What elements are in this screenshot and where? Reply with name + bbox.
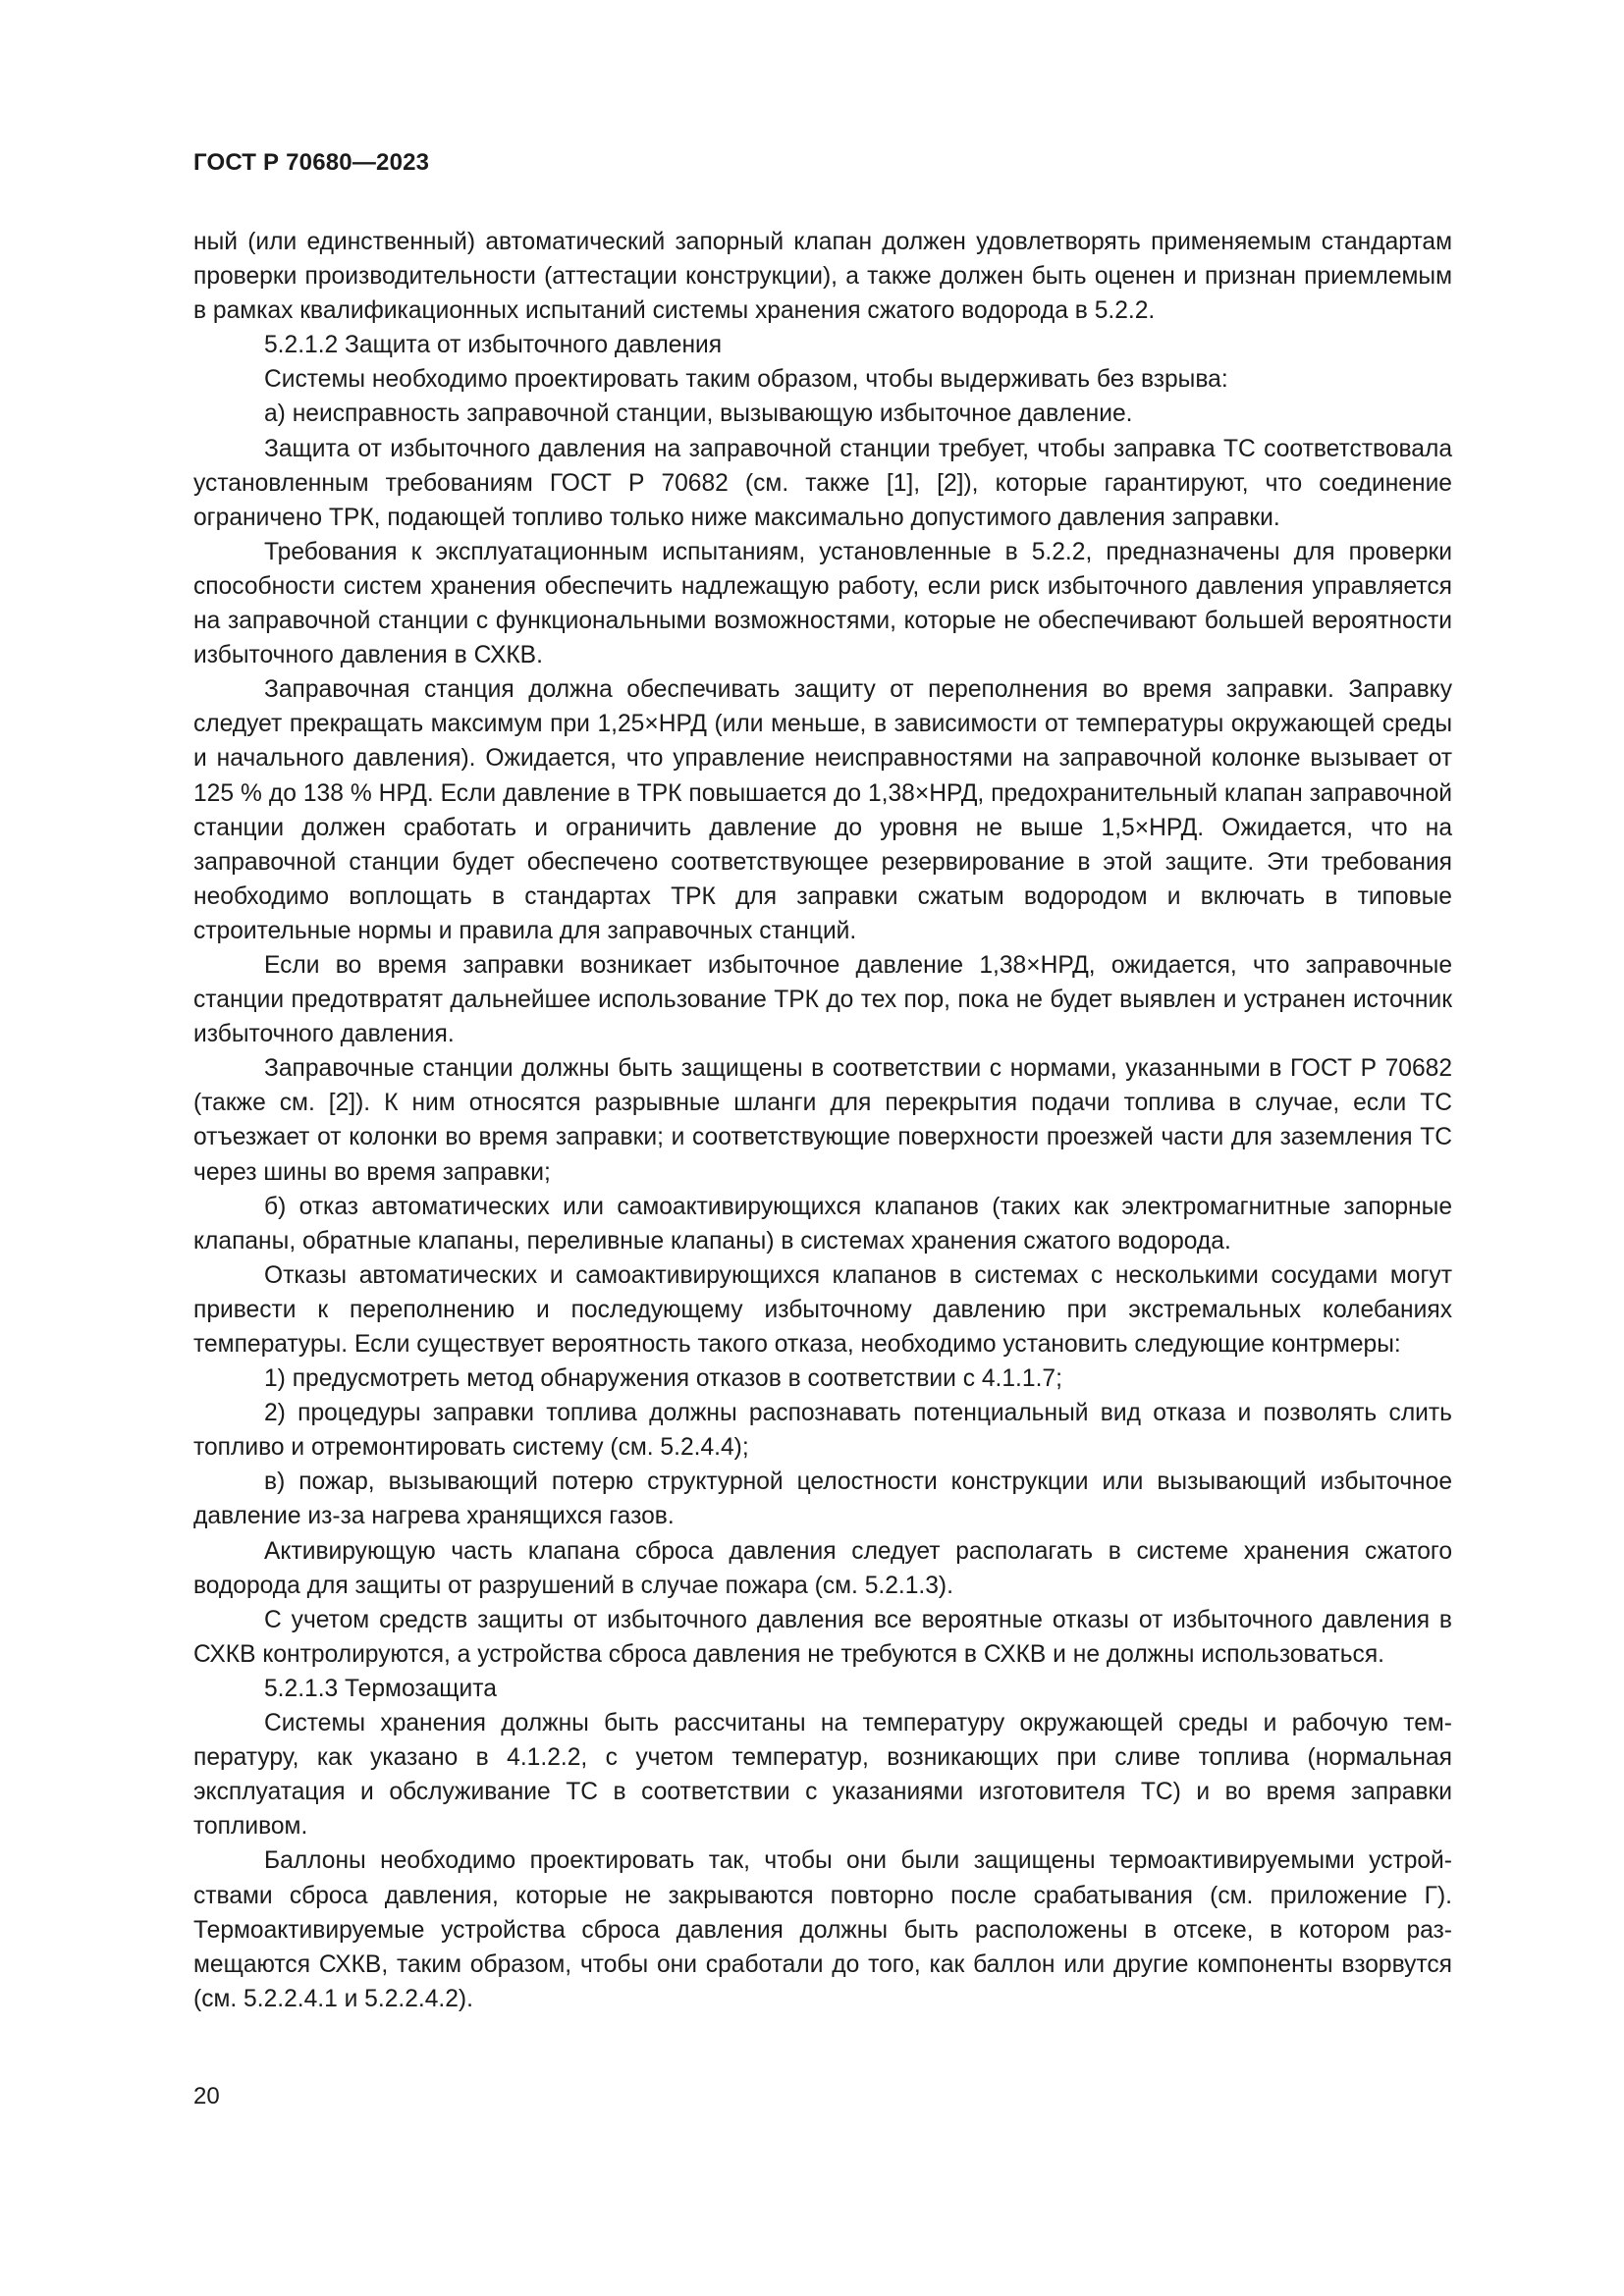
paragraph: Защита от избыточного давления на заправочной станции требует, чтобы заправка ТС соответствовала установленным требованиям ГОСТ Р 70682 (см. также [1], [2]), которые гарантируют, что соединение ограничено ТРК, подающей топливо только ниже максимально допустимого давления заправки. [193,435,1452,531]
page-number: 20 [193,2083,220,2109]
paragraph: Отказы автоматических и самоактивирующихся клапанов в системах с несколькими сосудами могут привести к переполнению и последующему избыточному давлению при экстремальных колебаниях температуры. Если существует вероятность такого отказа, необходимо установить следующие контрмеры: [193,1261,1452,1358]
document-header: ГОСТ Р 70680—2023 [193,149,430,176]
paragraph: С учетом средств защиты от избыточного давления все вероятные отказы от избыточного давления в СХКВ контролируются, а устройства сброса давления не требуются в СХКВ и не должны использоваться. [193,1606,1452,1668]
paragraph: Системы необходимо проектировать таким образом, чтобы выдерживать без взрыва: [264,366,1228,394]
paragraph: Заправочная станция должна обеспечивать защиту от переполнения во время заправки. Заправку следует прекращать максимум при 1,25×НРД (или меньше, в зависимости от температуры окружающей среды и начального давления). Ожидается, что управление неисправностями на заправочной колонке вызывает от 125 % до 138 % НРД. Если давление в ТРК повышается до 1,38×НРД, предохранительный клапан заправочной станции должен сработать и ограничить давление до уровня не выше 1,5×НРД. Ожидается, что на заправочной станции будет обеспечено соответствующее резервирование в этой защите. Эти требования необходимо воплощать в стандартах ТРК для заправки сжатым водородом и включать в типовые строительные нормы и правила для заправочных станций. [193,676,1452,944]
paragraph: Системы хранения должны быть рассчитаны на температуру окружающей среды и рабочую температуру, как указано в 4.1.2.2, с учетом температур, возникающих при сливе топлива (нормальная эксплуатация и обслуживание ТС в соответствии с указаниями изготовителя ТС) и во время заправки топливом. [193,1710,1452,1841]
paragraph: Заправочные станции должны быть защищены в соответствии с нормами, указанными в ГОСТ Р 70682 (также см. [2]). К ним относятся разрывные шланги для перекрытия подачи топлива в случае, если ТС отъезжает от колонки во время заправки; и соответствующие поверхности проезжей части для заземления ТС через шины во время заправки; [193,1055,1452,1186]
document-body [193,225,1452,2016]
section-heading: 5.2.1.3 Термозащита [264,1675,497,1702]
paragraph: Требования к эксплуатационным испытаниям, установленные в 5.2.2, предназначены для проверки способности систем хранения обеспечить надлежащую работу, если риск избыточного давления управляется на заправочной станции с функциональными возможностями, которые не обеспечивают большей вероятности избыточного давления в СХКВ. [193,538,1452,669]
list-item: б) отказ автоматических или самоактивирующихся клапанов (таких как электромагнитные запорные клапаны, обратные клапаны, переливные клапаны) в системах хранения сжатого водорода. [193,1193,1452,1255]
section-heading: 5.2.1.2 Защита от избыточного давления [264,332,723,359]
list-item: а) неисправность заправочной станции, вызывающую избыточное давление. [264,400,1133,428]
list-item: в) пожар, вызывающий потерю структурной целостности конструкции или вызывающий избыточное давление из-за нагрева хранящихся газов. [193,1468,1452,1530]
list-item: 1) предусмотреть метод обнаружения отказов в соответствии с 4.1.1.7; [264,1365,1062,1393]
paragraph: Активирующую часть клапана сброса давления следует располагать в системе хранения сжатого водорода для защиты от разрушений в случае пожара (см. 5.2.1.3). [193,1537,1452,1599]
list-item: 2) процедуры заправки топлива должны распознавать потенциальный вид отказа и позволять слить топливо и отремонтировать систему (см. 5.2.4.4); [193,1400,1452,1462]
paragraph: ный (или единственный) автоматический запорный клапан должен удовлетворять применяемым стандартам проверки производительности (аттестации конструкции), а также должен быть оценен и признан приемлемым в рамках квалификационных испытаний системы хранения сжатого водорода в 5.2.2. [193,229,1452,325]
paragraph: Если во время заправки возникает избыточное давление 1,38×НРД, ожидается, что заправочные станции предотвратят дальнейшее использование ТРК до тех пор, пока не будет выявлен и устранен источник избыточного давления. [193,951,1452,1048]
paragraph: Баллоны необходимо проектировать так, чтобы они были защищены термоактивируемыми устройствами сброса давления, которые не закрываются повторно после срабатывания (см. приложение Г). Термоактивируемые устройства сброса давления должны быть расположены в отсеке, в котором размещаются СХКВ, таким образом, чтобы они сработали до того, как баллон или другие компоненты взорвутся (см. 5.2.2.4.1 и 5.2.2.4.2). [193,1847,1452,2012]
